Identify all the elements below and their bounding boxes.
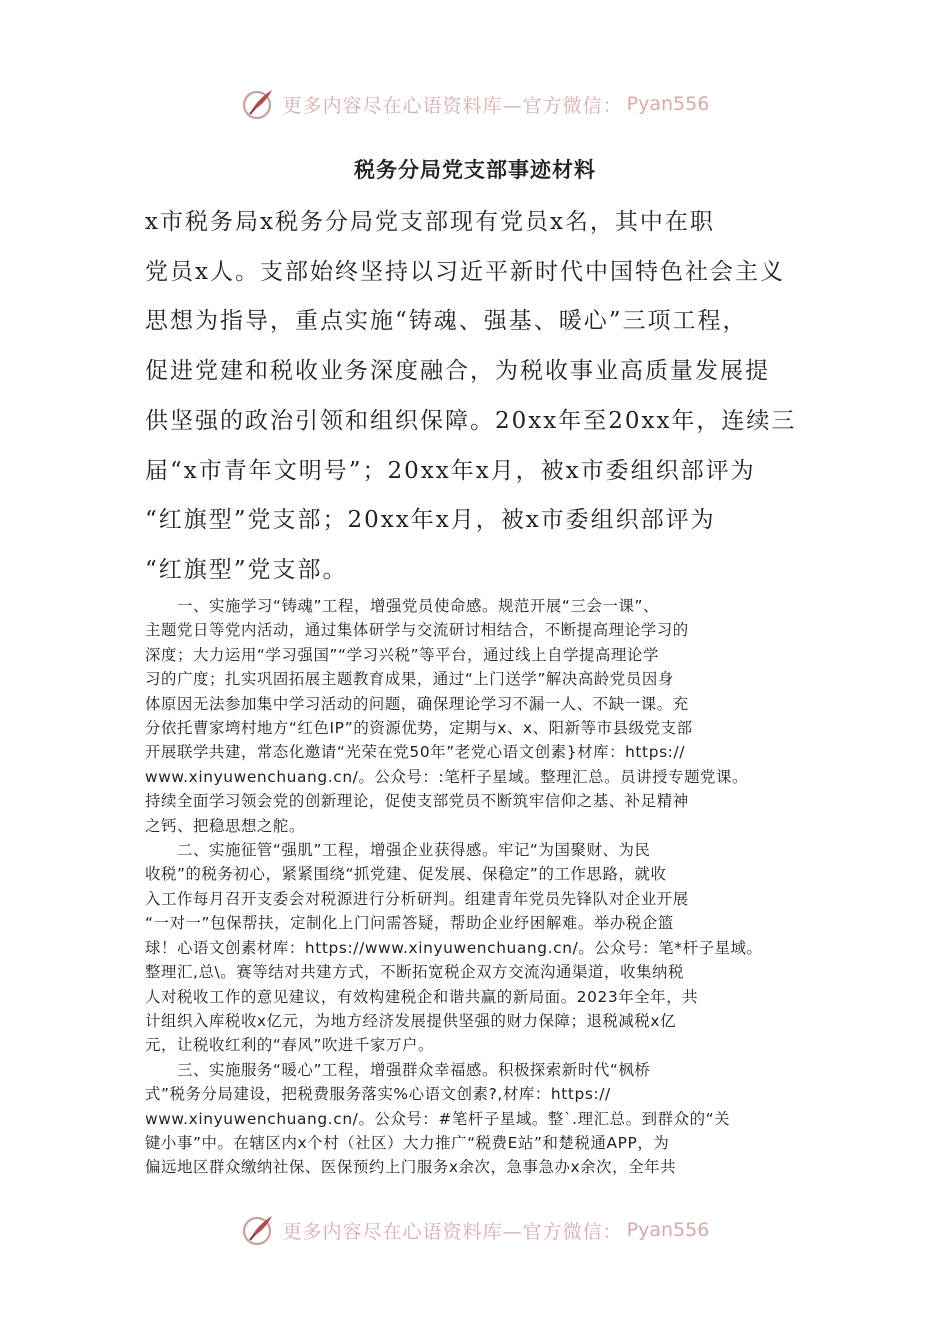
body-line: 分依托曹家塆村地方“红色IP”的资源优势，定期与x、x、阳新等市县级党支部 [145,719,693,738]
watermark-text: 更多内容尽在心语资料库—官方微信： [282,94,623,117]
body-line: 式”税务分局建设，把税费服务落实%心语文创素?,材库：https:// [145,1085,611,1104]
body-line: 入工作每月召开支委会对税源进行分析研判。组建青年党员先锋队对企业开展 [145,889,689,908]
watermark-wechat-id: Pyan556 [626,1219,710,1241]
body-line: 之钙、把稳思想之舵。 [145,816,305,835]
watermark-wechat-id: Pyan556 [626,93,710,115]
body-line: 计组织入库税收x亿元，为地方经济发展提供坚强的财力保障；退税减税x亿 [145,1011,677,1030]
body-text [145,594,817,1180]
intro-line: “红旗型”党支部；20xx年x月，被x市委组织部评为 [145,507,716,534]
intro-line: 促进党建和税收业务深度融合，为税收事业高质量发展提 [145,358,770,385]
intro-line: 党员x人。支部始终坚持以习近平新时代中国特色社会主义 [145,258,785,285]
watermark-footer [0,1208,950,1252]
body-line: 整理汇,总\。赛等结对共建方式，不断拓宽税企双方交流沟通渠道，收集纳税 [145,963,684,982]
document-title: 税务分局党支部事迹材料 [354,158,596,182]
watermark-text: 更多内容尽在心语资料库—官方微信： [282,1220,623,1243]
body-line: 主题党日等党内活动，通过集体研学与交流研讨相结合，不断提高理论学习的 [145,621,689,640]
body-line: 键小事”中。在辖区内x个村（社区）大力推广“税费E站”和楚税通APP，为 [145,1133,670,1152]
body-line: 元，让税收红利的“春风”吹进千家万户。 [145,1036,434,1055]
body-line: 二、实施征管“强肌”工程，增强企业获得感。牢记“为国聚财、为民 [145,841,651,860]
intro-line: 届“x市青年文明号”；20xx年x月，被x市委组织部评为 [145,457,756,484]
body-line: 偏远地区群众缴纳社保、医保预约上门服务x余次，急事急办x余次，全年共 [145,1158,677,1177]
quill-logo-icon [241,86,277,122]
body-line: 球！心语文创素材库：https://www.xinyuwenchuang.cn/。公众号：笔*杆子星域。 [145,938,763,957]
intro-paragraph [145,198,810,596]
intro-line: 思想为指导，重点实施“铸魂、强基、暖心”三项工程， [145,308,748,335]
body-line: 三、实施服务“暖心”工程，增强群众幸福感。积极探索新时代“枫桥 [145,1060,651,1079]
body-line: 持续全面学习领会党的创新理论，促使支部党员不断筑牢信仰之基、补足精神 [145,792,689,811]
intro-line: 供坚强的政治引领和组织保障。20xx年至20xx年，连续三 [145,407,797,434]
body-line: 人对税收工作的意见建议，有效构建税企和谐共赢的新局面。2023年全年，共 [145,987,699,1006]
body-line: “一对一”包保帮扶，定制化上门问需答疑，帮助企业纾困解难。举办税企篮 [145,914,674,933]
body-line: 体原因无法参加集中学习活动的问题，确保理论学习不漏一人、不缺一课。充 [145,694,689,713]
body-line: 习的广度；扎实巩固拓展主题教育成果，通过“上门送学”解决高龄党员因身 [145,670,674,689]
watermark-header [0,82,950,126]
body-line: 收税”的税务初心，紧紧围绕“抓党建、促发展、保稳定”的工作思路，就收 [145,865,667,884]
body-line: 深度；大力运用“学习强国”“学习兴税”等平台，通过线上自学提高理论学 [145,645,660,664]
body-line: www.xinyuwenchuang.cn/。公众号：:笔杆子星域。整理汇总。员讲授专题党课。 [145,767,749,786]
quill-logo-icon [241,1212,277,1248]
intro-line: x市税务局x税务分局党支部现有党员x名，其中在职 [145,209,715,235]
intro-line: “红旗型”党支部。 [145,556,348,583]
body-line: 开展联学共建，常态化邀请“光荣在党50年”老党心语文创素}材库：https:// [145,743,686,762]
body-line: 一、实施学习“铸魂”工程，增强党员使命感。规范开展“三会一课”、 [145,597,660,615]
body-line: www.xinyuwenchuang.cn/。公众号：#笔杆子星域。整`.理汇总。到群众的“关 [145,1109,731,1128]
